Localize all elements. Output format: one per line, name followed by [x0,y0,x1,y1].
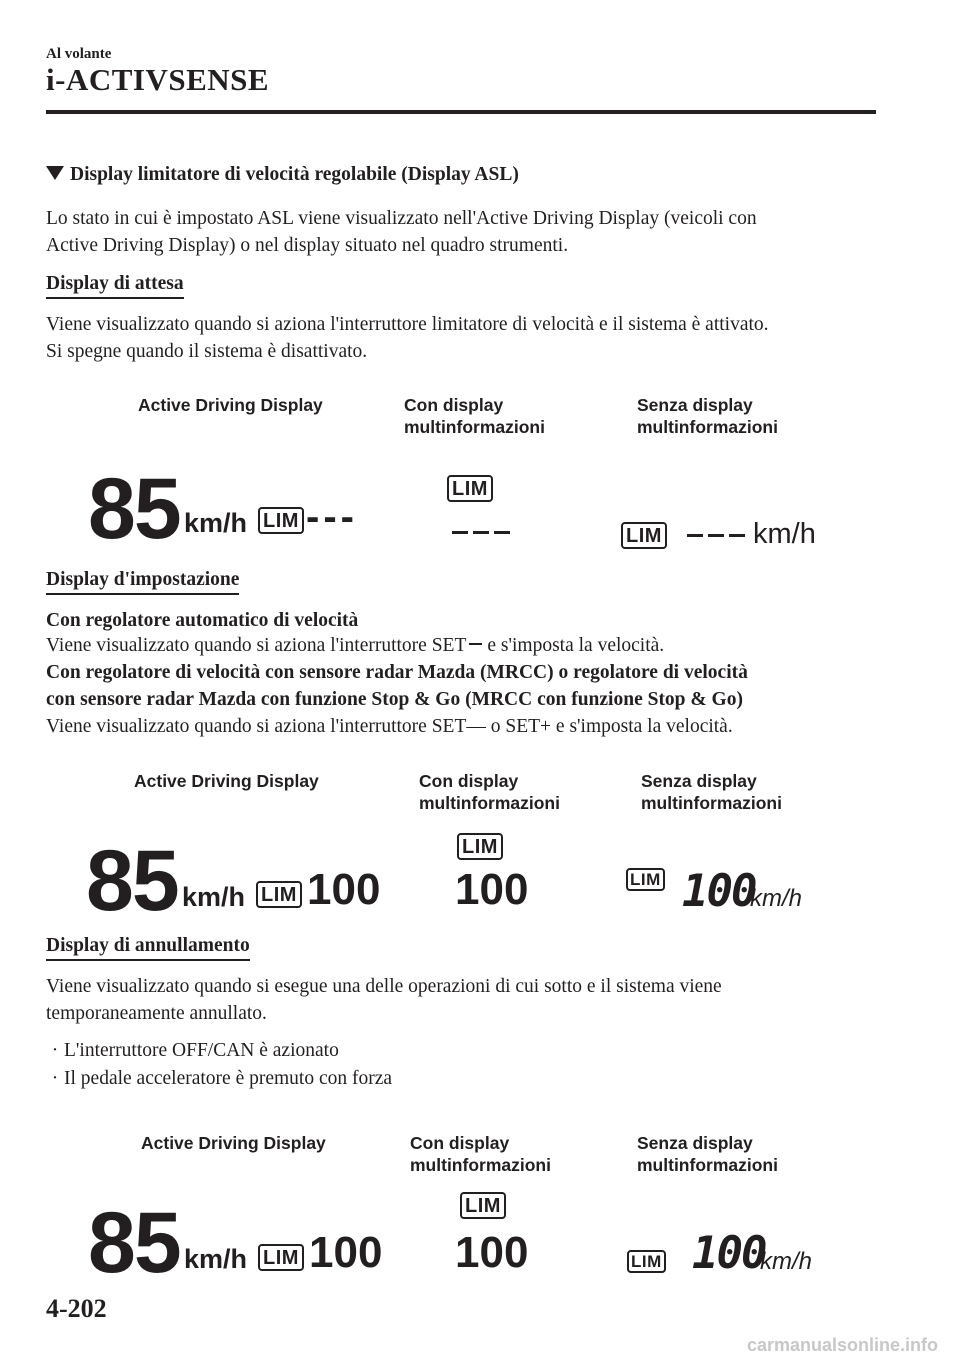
lim-icon: LIM [627,1250,666,1273]
list-item: · L'interruttore OFF/CAN è azionato [46,1037,392,1065]
mrcc-title: Con regolatore di velocità con sensore radar Mazda (MRCC) o regolatore di velocità con sensore radar Mazda con funzione Stop & Go (MRCC con funzione Stop & Go) [46,662,748,710]
set-speed-value: 100 [307,865,381,914]
caption-active-driving-display: Active Driving Display [134,771,319,791]
caption-without-multi: Senza display multinformazioni [641,771,782,813]
dash-mark [729,534,745,537]
set-speed-value: 100 [455,1228,529,1277]
watermark: carmanualsonline.info [746,1335,938,1355]
intro-line-2: Active Driving Display) o nel display situato nel quadro strumenti. [46,235,569,256]
standby-paragraph [46,311,906,365]
dash-mark [452,531,468,534]
bullet-icon: · [51,1068,59,1089]
speed-unit: km/h [750,885,803,912]
caption-without-multi: Senza display multinformazioni [637,395,778,437]
lim-icon: LIM [258,507,304,534]
set-speed-segment: 100 [692,1228,766,1279]
minus-icon [469,643,482,645]
speed-unit: km/h [184,508,248,538]
standby-dashes: --- [306,495,358,539]
standby-line-2: Si spegne quando il sistema è disattivato. [46,341,368,362]
speed-readout: 85 [88,1195,180,1291]
speed-readout: 85 [88,461,180,557]
speed-unit: km/h [753,518,816,550]
set-speed-value: 100 [309,1228,383,1277]
standby-heading: Display di attesa [46,272,184,299]
dash-mark [687,534,703,537]
lim-icon: LIM [621,522,667,549]
list-item: · Il pedale acceleratore è premuto con forza [46,1065,392,1093]
intro-line-1: Lo stato in cui è impostato ASL viene visualizzato nell'Active Driving Display (veicoli con [46,208,757,229]
caption-without-multi: Senza display multinformazioni [637,1133,778,1175]
triangle-down-icon [46,166,64,180]
dash-mark [708,534,724,537]
caption-active-driving-display: Active Driving Display [141,1133,326,1153]
lim-icon: LIM [460,1192,506,1219]
caption-with-multi: Con display multinformazioni [404,395,545,437]
caption-active-driving-display: Active Driving Display [138,395,323,415]
lim-icon: LIM [258,1244,304,1271]
cancel-heading: Display di annullamento [46,934,250,961]
header-rule [46,110,876,114]
mrcc-text: Viene visualizzato quando si aziona l'interruttore SET— o SET+ e s'imposta la velocità. [46,716,733,737]
section-title [46,164,519,186]
bullet-icon: · [51,1040,59,1061]
caption-with-multi: Con display multinformazioni [419,771,560,813]
set-speed-segment: 100 [682,866,756,917]
dash-mark [473,531,489,534]
dash-mark [494,531,510,534]
lim-icon: LIM [457,833,503,860]
speed-unit: km/h [182,882,246,912]
standby-line-1: Viene visualizzato quando si aziona l'interruttore limitatore di velocità e il sistema è attivato. [46,314,769,335]
lim-icon: LIM [256,881,302,908]
cruise-title: Con regolatore automatico di velocità [46,610,359,631]
cruise-text: Viene visualizzato quando si aziona l'interruttore SET e s'imposta la velocità. [46,635,665,656]
section-title-text: Display limitatore di velocità regolabile (Display ASL) [70,164,519,185]
lim-icon: LIM [626,868,665,891]
cancel-bullets [46,1037,392,1093]
chapter-title: i-ACTIVSENSE [46,62,270,97]
caption-with-multi: Con display multinformazioni [410,1133,551,1175]
breadcrumb: Al volante [46,46,112,62]
lim-icon: LIM [447,475,493,502]
set-speed-value: 100 [455,865,529,914]
page-number: 4-202 [46,1294,107,1323]
speed-readout: 85 [86,833,178,929]
intro-paragraph [46,205,906,259]
setting-heading: Display d'impostazione [46,568,239,595]
speed-unit: km/h [184,1244,248,1274]
speed-unit: km/h [760,1248,813,1275]
cancel-paragraph: Viene visualizzato quando si esegue una delle operazioni di cui sotto e il sistema viene temporaneamente annullato. [46,976,722,1024]
